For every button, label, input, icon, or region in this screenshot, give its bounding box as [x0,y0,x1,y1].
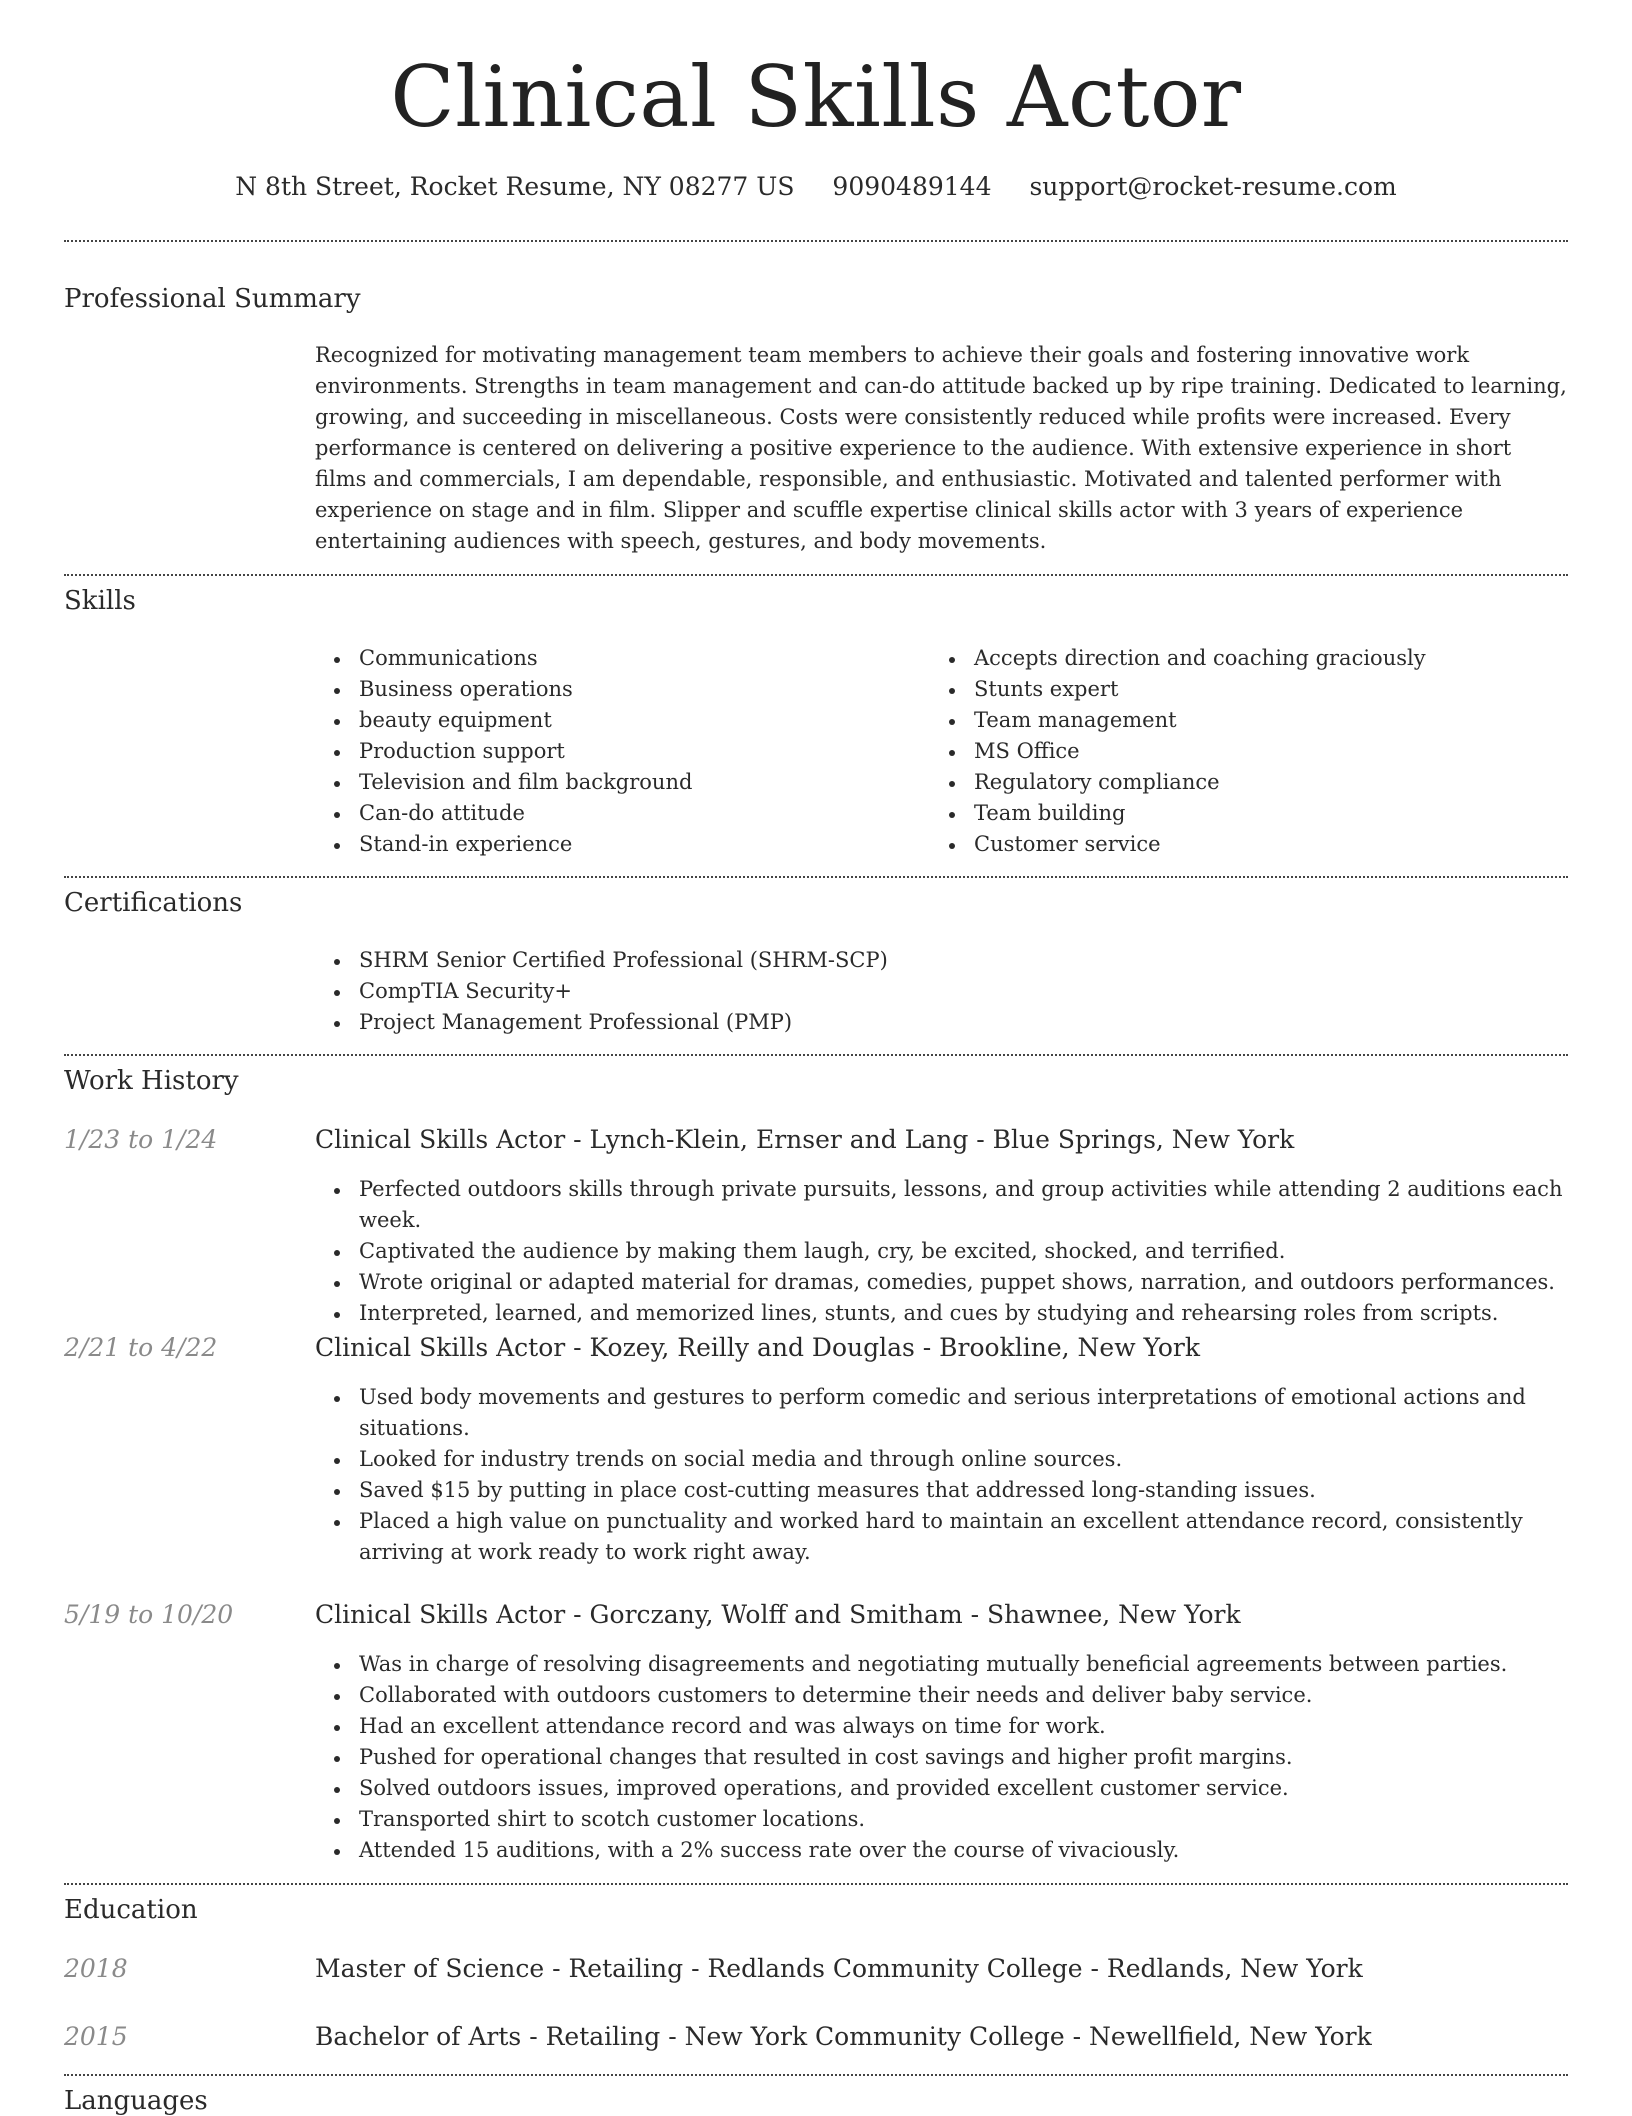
section-title-skills: Skills [64,586,136,616]
education-heading: Bachelor of Arts - Retailing - New York Community College - Newellfield, New York [315,2022,1372,2051]
job-bullets [315,1649,1568,1866]
certification-item: Project Management Professional (PMP) [315,1007,1568,1038]
skill-item: Team management [930,705,1570,736]
job-date: 2/21 to 4/22 [64,1333,218,1362]
job-bullet: Solved outdoors issues, improved operations, and provided excellent customer service. [315,1773,1568,1804]
divider [64,574,1568,576]
divider [64,1883,1568,1885]
job-bullet: Placed a high value on punctuality and worked hard to maintain an excellent attendance record, consistently arriving at work ready to work right away. [315,1506,1568,1568]
divider [64,876,1568,878]
job-bullet: Used body movements and gestures to perform comedic and serious interpretations of emotional actions and situations. [315,1382,1568,1444]
section-title-education: Education [64,1895,198,1925]
skill-item: Business operations [315,674,915,705]
section-title-languages: Languages [64,2086,208,2116]
skill-item: Stunts expert [930,674,1570,705]
divider [64,2074,1568,2076]
skill-item: beauty equipment [315,705,915,736]
contact-address: N 8th Street, Rocket Resume, NY 08277 US [235,172,795,201]
skill-item: Communications [315,643,915,674]
job-bullets [315,1174,1568,1329]
education-date: 2018 [64,1954,128,1983]
job-heading: Clinical Skills Actor - Kozey, Reilly and Douglas - Brookline, New York [315,1333,1201,1362]
resume-name: Clinical Skills Actor [390,48,1242,146]
education-heading: Master of Science - Retailing - Redlands Community College - Redlands, New York [315,1954,1363,1983]
job-heading: Clinical Skills Actor - Lynch-Klein, Ernser and Lang - Blue Springs, New York [315,1125,1295,1154]
contact-info [0,172,1632,201]
job-bullet: Transported shirt to scotch customer locations. [315,1804,1568,1835]
skill-item: Television and film background [315,767,915,798]
divider [64,1054,1568,1056]
section-title-work: Work History [64,1066,239,1096]
job-bullet: Had an excellent attendance record and was always on time for work. [315,1711,1568,1742]
skills-column-right [930,643,1570,860]
education-date: 2015 [64,2022,128,2051]
job-bullet: Collaborated with outdoors customers to determine their needs and deliver baby service. [315,1680,1568,1711]
job-bullet: Interpreted, learned, and memorized lines, stunts, and cues by studying and rehearsing roles from scripts. [315,1298,1568,1329]
job-bullet: Saved $15 by putting in place cost-cutting measures that addressed long-standing issues. [315,1475,1568,1506]
certifications-list [315,945,1568,1038]
section-title-summary: Professional Summary [64,284,361,314]
job-bullets [315,1382,1568,1568]
job-bullet: Was in charge of resolving disagreements and negotiating mutually beneficial agreements between parties. [315,1649,1568,1680]
skills-column-left [315,643,915,860]
contact-email: support@rocket-resume.com [1029,172,1397,201]
job-bullet: Pushed for operational changes that resulted in cost savings and higher profit margins. [315,1742,1568,1773]
contact-phone: 9090489144 [832,172,992,201]
section-title-certifications: Certifications [64,888,243,918]
job-date: 1/23 to 1/24 [64,1125,218,1154]
job-bullet: Wrote original or adapted material for dramas, comedies, puppet shows, narration, and outdoors performances. [315,1267,1568,1298]
skill-item: Regulatory compliance [930,767,1570,798]
certification-item: SHRM Senior Certified Professional (SHRM-SCP) [315,945,1568,976]
job-bullet: Looked for industry trends on social media and through online sources. [315,1444,1568,1475]
job-heading: Clinical Skills Actor - Gorczany, Wolff and Smitham - Shawnee, New York [315,1600,1241,1629]
skill-item: Can-do attitude [315,798,915,829]
job-bullet: Perfected outdoors skills through private pursuits, lessons, and group activities while attending 2 auditions each week. [315,1174,1568,1236]
job-bullet: Captivated the audience by making them laugh, cry, be excited, shocked, and terrified. [315,1236,1568,1267]
skill-item: MS Office [930,736,1570,767]
summary-text: Recognized for motivating management team members to achieve their goals and fostering innovative work environments. Strengths in team management and can-do attitude backed up by ripe training. Dedicated to learning, growing, and succeeding in miscellaneous. Costs were consistently reduced while profits were increased. Every performance is centered on delivering a positive experience to the audience. With extensive experience in short films and commercials, I am dependable, responsible, and enthusiastic. Motivated and talented performer with experience on stage and in film. Slipper and scuffle expertise clinical skills actor with 3 years of experience entertaining audiences with speech, gestures, and body movements. [315,343,1567,553]
divider [64,240,1568,242]
skill-item: Accepts direction and coaching graciously [930,643,1570,674]
certification-item: CompTIA Security+ [315,976,1568,1007]
skill-item: Team building [930,798,1570,829]
skill-item: Customer service [930,829,1570,860]
skill-item: Production support [315,736,915,767]
job-date: 5/19 to 10/20 [64,1600,234,1629]
job-bullet: Attended 15 auditions, with a 2% success rate over the course of vivaciously. [315,1835,1568,1866]
skill-item: Stand-in experience [315,829,915,860]
